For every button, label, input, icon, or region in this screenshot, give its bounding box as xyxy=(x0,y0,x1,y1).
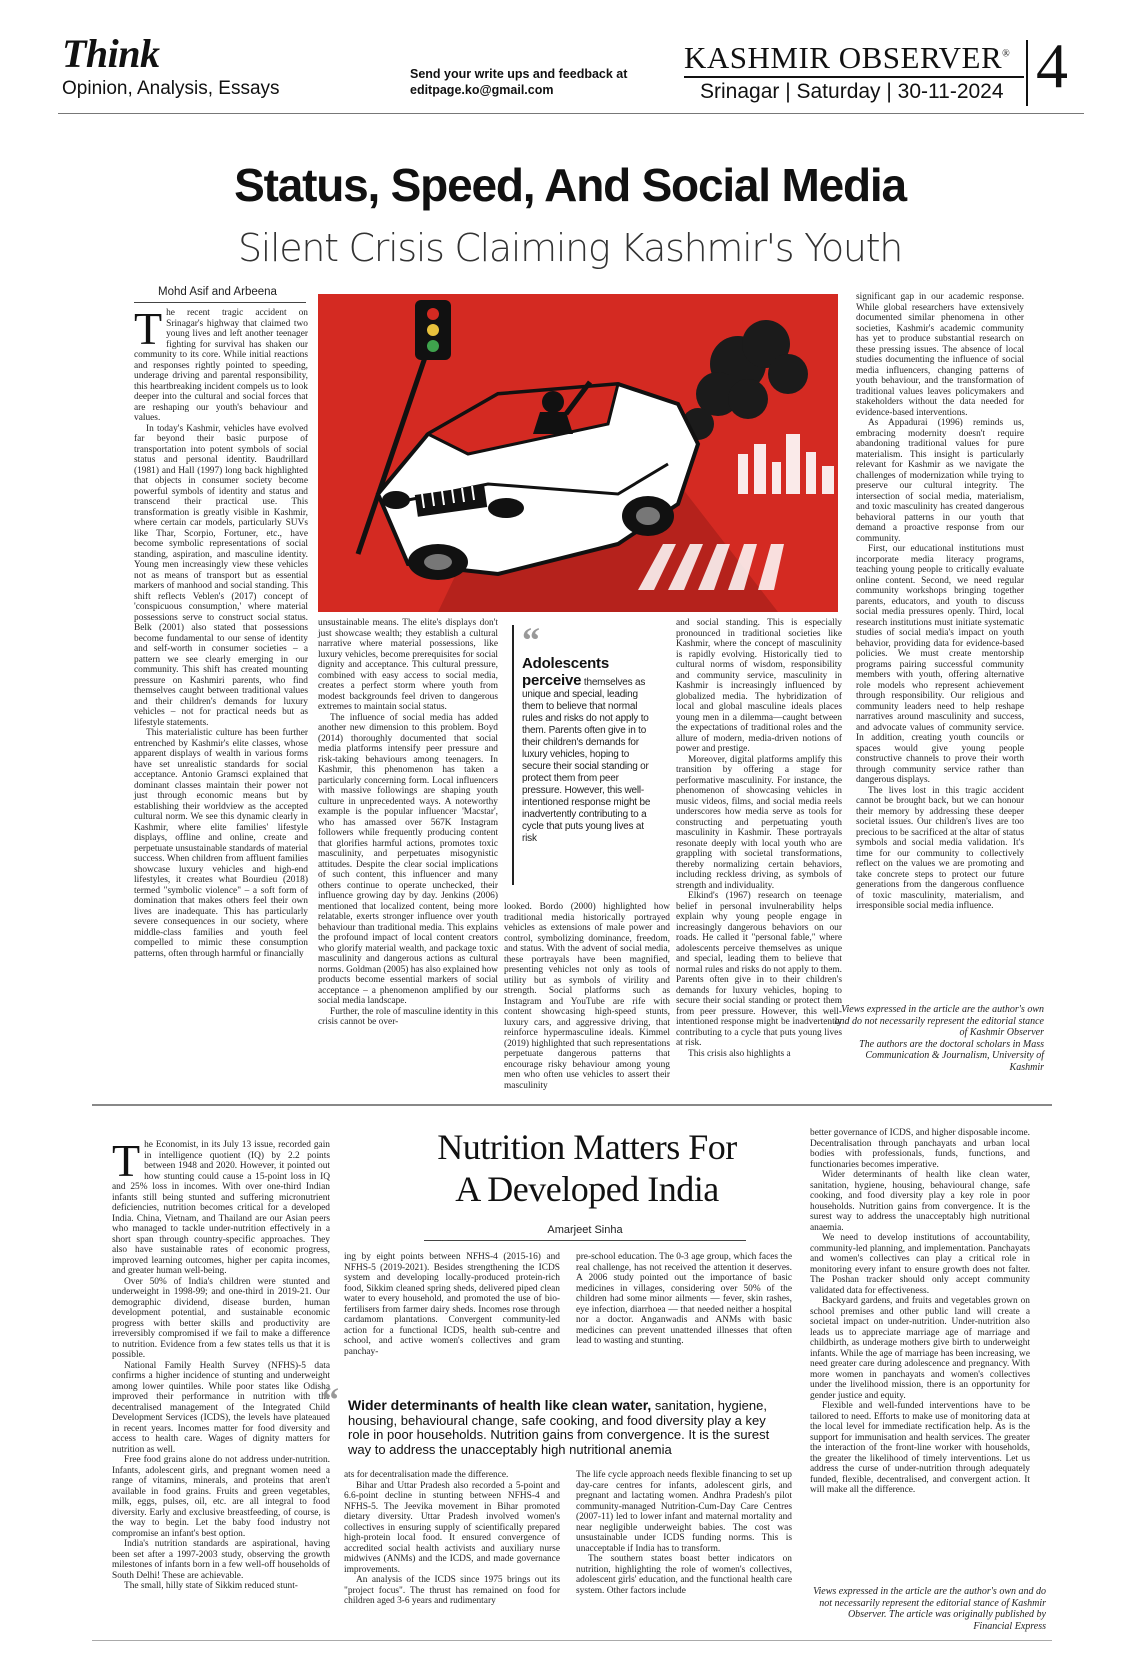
article1-column-3 xyxy=(504,902,670,1091)
logo-rule xyxy=(684,76,1024,78)
article2-column-2-top xyxy=(344,1252,560,1382)
paragraph: pre-school education. The 0-3 age group, which faces the real challenge, has not received the attention it deserves. A 2006 study pointed out the importance of basic medicines in villages, considering over 50% of the children had some minor ailments — fever, skin rashes, eye infection, diarrhoea — that needed neither a hospital nor a doctor. Anganwadis and ANMs with basic medicines can prevent unattended illnesses that often lead to wasting and stunting. xyxy=(576,1252,792,1346)
headline-line: A Developed India xyxy=(455,1169,719,1209)
paragraph: Moreover, digital platforms amplify this transition by offering a stage for performative masculinity. For instance, the phenomenon of showcasing vehicles in music videos, films, and social media reels underscores how media serve as tools for constructing and perpetuating youth masculinity in Kashmir. These portrayals resonate deeply with local youth who are grappling with societal transformations, thereby normalizing certain behaviors, including reckless driving, as symbols of strength and individuality. xyxy=(676,754,842,891)
paragraph: The lives lost in this tragic accident cannot be brought back, but we can honour their memory by addressing these deeper societal issues. Our children's lives are too precious to be sacrificed at the altar of status symbols and social media validation. It's time for our community to collectively reflect on the values we are promoting and take concrete steps to protect our future generations from the dangerous confluence of toxic masculinity, materialism, and irresponsible social media influence. xyxy=(856,785,1024,911)
article1-column-4 xyxy=(676,618,842,1068)
paragraph: India's nutrition standards are aspirational, having been set after a 1997-2003 study, observing the growth milestones of infants born in a few well-off households of South Delhi! These are achievable. xyxy=(112,1539,330,1581)
paragraph: In today's Kashmir, vehicles have evolved far beyond their basic purpose of transportation into potent symbols of social status and personal identity. Baudrillard (1981) and Hall (1997) long back highlighted that objects in consumer society become powerful symbols of identity and status and transcend their practical use. This transformation is greatly visible in Kashmir, where certain car models, particularly SUVs like Thar, Scorpio, Fortuner, etc., have become symbolic representations of social standing, aspiration, and masculine identity. Young men increasingly view these vehicles not as means of transport but as essential markers of manhood and social standing. This shift reflects Veblen's (2017) concept of 'conspicuous consumption,' where material possessions serve to construct social status. Belk (2001) also stated that possessions become fundamental to our sense of identity and self-worth in consumer societies – a pattern we see clearly emerging in our community. This shift has created mounting pressure on Kashmiri parents, who find themselves caught between traditional values and their children's demands for luxury vehicles – not for practical needs but as lifestyle statements. xyxy=(134,423,308,728)
paragraph: significant gap in our academic response. While global researchers have extensively documented similar phenomena in other societies, Kashmir's academic community has yet to produce substantial research on these pressing issues. The absence of local studies documenting the influence of social media influencers, changing patterns of youth behaviour, and the transformation of traditional values leaves policymakers and stakeholders without the data needed for evidence-based interventions. xyxy=(856,292,1024,418)
paragraph: Free food grains alone do not address under-nutrition. Infants, adolescent girls, and pregnant women need a range of vitamins, minerals, and proteins that aren't available in food grains. Fruits and green vegetables, milk, eggs, pulses, oil, etc. are all integral to food diversity. Early and exclusive breastfeeding, of course, is the way to begin. Let the baby food industry not compromise an infant's best option. xyxy=(112,1455,330,1539)
article2-column-3-top xyxy=(576,1252,792,1382)
article2-column-1 xyxy=(112,1135,330,1640)
paragraph: The influence of social media has added another new dimension to this problem. Boyd (2014) thoroughly documented that social media platforms intensify peer pressure and risk-taking behaviours among teenagers. In Kashmir, this phenomenon has taken a particularly concerning form. Local influencers with massive followings are shaping youth culture in unprecedented ways. A noteworthy example is the popular influencer 'Macstar', who has amassed over 567K Instagram followers while frequently producing content that glorifies harmful actions, promotes toxic masculinity, and perpetuates misogynistic attitudes. Despite the clear social implications of such content, this influencer and many others continue to operate unchecked, their influence growing day by day. Jenkins (2006) mentioned that localized content, being more relatable, exerts stronger influence over youth behaviour than traditional media. This explains the profound impact of local content creators who glorify material wealth, and package toxic masculinity and dangerous actions as cultural norms. Goldman (2005) has also explained how products become essential markers of social acceptance – a phenomenon amplified by our social media landscape. xyxy=(318,712,498,1006)
article1-column-1 xyxy=(134,303,308,1068)
pullquote-body: sanitation, hygiene, housing, behavioural change, safe cooking, and food diversity play a key role in poor households. Nutrition gains from convergence. It is the surest way to address the unacceptably high nutritional anemia xyxy=(348,1398,770,1457)
article2-pullquote xyxy=(322,1382,788,1457)
paragraph: First, our educational institutions must incorporate media literacy programs, teaching young people to critically evaluate online content. Second, we need regular community workshops bringing together parents, educators, and youth to discuss social media pressures openly. Third, local research institutions must initiate systematic studies of social media's impact on youth behavior, providing data for evidence-based policies. We must create mentorship programs pairing successful community members with youth, offering alternative role models who represent achievement through responsibility. Our religious and community leaders need to help reshape narratives around masculinity and success, and advocate values of community service. In addition, creating youth councils or spaces would give young people constructive channels to prove their worth through community service rather than dangerous displays. xyxy=(856,544,1024,785)
article2-column-4 xyxy=(810,1128,1030,1580)
submission-email[interactable]: editpage.ko@gmail.com xyxy=(410,83,554,97)
article1-subheadline: Silent Crisis Claiming Kashmir's Youth xyxy=(237,226,903,270)
header-divider xyxy=(1026,40,1028,106)
paragraph: he recent tragic accident on Srinagar's highway that claimed two young lives and left another teenager fighting for survival has shaken our community to its core. While initial reactions and responses rightly pointed to speeding, underage driving and parental responsibility, this heartbreaking incident compels us to look deeper into the cultural and social forces that are reshaping our youth's behaviour and values. xyxy=(134,308,308,423)
headline-line: Nutrition Matters For xyxy=(437,1127,737,1167)
article1-column-5 xyxy=(856,292,1024,997)
footer-rule xyxy=(92,1640,1052,1641)
paragraph: An analysis of the ICDS since 1975 brings out its "project focus". The thrust has remained on food for children aged 3-6 years and rudimentary xyxy=(344,1575,560,1606)
article-separator xyxy=(92,1104,1052,1106)
illustration-red-car xyxy=(318,294,838,612)
article2-headline xyxy=(392,1126,782,1210)
paragraph: The small, hilly state of Sikkim reduced stunt- xyxy=(124,1581,298,1591)
paragraph: Backyard gardens, and fruits and vegetables grown on school premises and other public land will create a societal impact on under-nutrition. Under-nutrition also leads us to appreciate marriage age of marriage and childbirth, as underage mothers give birth to underweight infants. While the age of marriage has been increasing, we need greater care during adolescence and pregnancy. With more women in panchayats and women's collectives under the livelihood mission, there is an opportunity for gender justice and equity. xyxy=(810,1296,1030,1401)
newspaper-logo xyxy=(684,40,1010,76)
paragraph: Wider determinants of health like clean water, sanitation, hygiene, housing, behavioural change, safe cooking, and food diversity play a key role in poor households. Nutrition gains from convergence. It is the surest way to address the unacceptably high nutritional anaemia. xyxy=(810,1170,1030,1233)
paragraph: better governance of ICDS, and higher disposable income. Decentralisation through panchayats and urban local bodies with professionals, funds, functions, and functionaries becomes imperative. xyxy=(810,1128,1030,1170)
paragraph: he Economist, in its July 13 issue, recorded gain in intelligence quotient (IQ) by 2.2 points between 1948 and 2020. However, it pointed out how stunting could cause a 15-point loss in IQ and 25% loss in incomes. With over one-third Indian infants still being stunted and suffering micronutrient deficiencies, nutrition becomes critical for a developed India. China, Vietnam, and Thailand are our Asian peers who managed to tackle under-nutrition effectively in a short span through country-specific approaches. They also have sustainable rates of economic progress, improved learning outcomes, higher per capita incomes, and greater human well-being. xyxy=(112,1140,330,1276)
paragraph: unsustainable means. The elite's displays don't just showcase wealth; they establish a cultural narrative where material possessions, like luxury vehicles, become prerequisites for social dignity and acceptance. This cultural pressure, combined with easy access to social media, creates a perfect storm where youth from modest backgrounds feel driven to dangerous extremes to maintain social status. xyxy=(318,618,498,712)
quote-mark-icon: “ xyxy=(522,620,540,660)
paragraph: This crisis also highlights a xyxy=(688,1048,791,1059)
paragraph: ing by eight points between NFHS-4 (2015-16) and NFHS-5 (2019-2021). Besides strengthening the ICDS system and developing locally-produced protein-rich food, Sikkim cleaned spring sheds, delivered piped clean water to every household, and promoted the use of bio-fertilisers from farmer dairy sheds. Incomes rose through cardamom plantations. Convergent community-led action for a functional ICDS, health sub-centre and school, and active women's collectives and gram panchay- xyxy=(344,1252,560,1357)
paragraph: National Family Health Survey (NFHS)-5 data confirms a higher incidence of stunting and underweight among lower quintiles. While poor states like Odisha improved their performance in nutrition with the decentralised management of the Integrated Child Development Services (ICDS), the levels have plateaued in recent years. Incomes matter for food diversity and access to health care. Wages of dignity matters for nutrition as well. xyxy=(112,1360,330,1455)
paragraph: ats for decentralisation made the difference. xyxy=(344,1470,509,1480)
article2-byline: Amarjeet Sinha xyxy=(547,1224,623,1236)
paragraph: Over 50% of India's children were stunted and underweight in 1998-99; and one-third in 2019-21. Our demographic dividend, disease burden, human development potential, and sustainable economic progress with better skills and productivity are irreversibly compromised if we fail to make a difference to nutrition. Evidence from a few states tells us that it is possible. xyxy=(112,1276,330,1360)
byline-rule xyxy=(424,1240,746,1241)
paragraph: We need to develop institutions of accountability, community-led planning, and implementation. Panchayats and women's collectives can play a critical role in monitoring every infant to ensure growth does not falter. The Poshan tracker should only accept community validated data for effectiveness. xyxy=(810,1233,1030,1296)
submission-note xyxy=(410,66,627,98)
section-title: Think xyxy=(62,31,160,76)
paragraph: Elkind's (1967) research on teenage belief in personal invulnerability helps explain why young people engage in increasingly dangerous behaviors on our roads. He called it "personal fable," where adolescents perceive themselves as unique and special, leading them to believe that normal rules and risks do not apply to them. Parents often give in to their children's demands for luxury vehicles, hoping to secure their social standing or protect them from peer pressure. However, this well-intentioned response might be inadvertently contributing to a cycle that puts young lives at risk. xyxy=(676,891,842,1048)
header-rule xyxy=(58,113,1084,114)
paragraph: Flexible and well-funded interventions have to be tailored to need. Efforts to make use of monitoring data at the local level for immediate rectification help. As is the support for immunisation and health services. The greater the interaction of the front-line worker with households, the greater the likelihood of timely interventions. Let us address the curse of under-nutrition through adequately funded, flexible, decentralised, and convergent action. It will make all the difference. xyxy=(810,1401,1030,1495)
submission-note-line: Send your write ups and feedback at xyxy=(410,67,628,81)
paragraph: The southern states boast better indicators on nutrition, highlighting the role of women's collectives, adolescent girls' education, and the functional health care system. Other factors include xyxy=(576,1554,792,1596)
paragraph: looked. Bordo (2000) highlighted how traditional media historically portrayed vehicles as extensions of male power and control, symbolizing dominance, freedom, and status. With the advent of social media, these portrayals have been magnified, presenting vehicles not only as tools of utility but as symbols of virility and strength. Social platforms such as Instagram and YouTube are rife with content showcasing high-speed stunts, luxury cars, and aggressive driving, that reinforce hypermasculine ideals. Kimmel (2019) highlighted that such representations perpetuate dangerous patterns that encourage risky behaviour among young men who often use vehicles to assert their masculinity xyxy=(504,902,670,1091)
pullquote-lead: Wider determinants of health like clean water, xyxy=(348,1397,652,1413)
registered-mark: ® xyxy=(1002,48,1011,60)
article1-headline: Status, Speed, And Social Media xyxy=(234,159,906,211)
article2-column-2-bottom xyxy=(344,1470,560,1638)
paragraph: and social standing. This is especially pronounced in traditional societies like Kashmir, where the concept of masculinity is rapidly evolving. Historically tied to cultural norms of wisdom, responsibility and community service, masculinity in Kashmir is increasingly influenced by globalized media. The hybridization of local and global masculine ideals places young men in a dilemma—caught between the expectations of traditional roles and the allure of modern, media-driven notions of power and prestige. xyxy=(676,618,842,754)
newspaper-name: KASHMIR OBSERVER xyxy=(684,40,1003,75)
paragraph: As Appadurai (1996) reminds us, embracing modernity doesn't require abandoning traditional values for pure materialism. This insight is particularly relevant for Kashmir as we navigate the challenges of modernization while trying to preserve our cultural integrity. The intersection of social media, materialism, and toxic masculinity has created dangerous behavioral patterns in our youth that demand a proactive response from our community. xyxy=(856,418,1024,544)
paragraph: This materialistic culture has been further entrenched by Kashmir's elite classes, whose apparent displays of wealth in various forms have set unrealistic standards for social acceptance. Antonio Gramsci explained that dominant classes maintain their power not just through economic means but by establishing their worldview as the accepted cultural norm. We see this dynamic clearly in Kashmir, where elite families' lifestyle displays, offline and online, create and perpetuate unsustainable standards of material success. When children from affluent families showcase luxury vehicles and high-end lifestyles, it creates what Bourdieu (2018) termed "symbolic violence" – a soft form of domination that makes others feel their own lives are inadequate. This has particularly severe consequences in our society, where middle-class families and youth feel compelled to mimic these consumption patterns, often through harmful or financially xyxy=(134,728,308,959)
author-note: The authors are the doctoral scholars in Mass Communication & Journalism, University of Kashmir xyxy=(859,1038,1044,1073)
article1-disclaimer xyxy=(832,1004,1044,1073)
disclaimer-text: Views expressed in the article are the author's own and do not necessarily represent the editorial stance of Kashmir Observer xyxy=(834,1004,1044,1038)
page-number: 4 xyxy=(1036,30,1068,101)
quote-mark-icon: “ xyxy=(322,1382,339,1419)
section-subtitle: Opinion, Analysis, Essays xyxy=(62,78,280,99)
article2-disclaimer: Views expressed in the article are the author's own and do not necessarily represent the editorial stance of Kashmir Observer. The article was originally published by Financial Express xyxy=(813,1586,1046,1632)
paragraph: Bihar and Uttar Pradesh also recorded a 5-point and 6.6-point decline in stunting between NFHS-4 and NFHS-5. The Jeevika movement in Bihar promoted dietary diversity. Uttar Pradesh involved women's collectives in ensuring supply of scientifically prepared high-protein local food. It ensured convergence of accredited social health activists and auxiliary nurse midwives (ANMs) and the ICDS, and made governance improvements. xyxy=(344,1480,560,1575)
article1-drop-cap: T xyxy=(134,303,163,354)
article1-column-2 xyxy=(318,618,498,1068)
article1-pullquote xyxy=(512,620,654,885)
paragraph: The life cycle approach needs flexible financing to set up day-care centres for infants, adolescent girls, and pregnant and lactating women. Andhra Pradesh's pilot community-managed Nutrition-Cum-Day Care Centres (2007-11) led to lower infant and maternal mortality and near negligible underweight babies. The cost was unsustainable under ICDS funding norms. This is unacceptable if India has to transform. xyxy=(576,1470,792,1554)
article1-byline: Mohd Asif and Arbeena xyxy=(158,286,277,298)
article2-drop-cap: T xyxy=(112,1135,141,1186)
dateline: Srinagar | Saturday | 30-11-2024 xyxy=(700,80,1004,103)
article2-column-3-bottom xyxy=(576,1470,792,1638)
pullquote-lead: Adolescents perceive xyxy=(522,655,609,689)
paragraph: Further, the role of masculine identity in this crisis cannot be over- xyxy=(318,1006,498,1027)
pullquote-body: themselves as unique and special, leading them to believe that normal rules and risks do not apply to them. Parents often give in to their children's demands for luxury vehicles, hoping to secure their social standing or protect them from peer pressure. However, this well-intentioned response might be inadvertently contributing to a cycle that puts young lives at risk xyxy=(522,677,651,844)
